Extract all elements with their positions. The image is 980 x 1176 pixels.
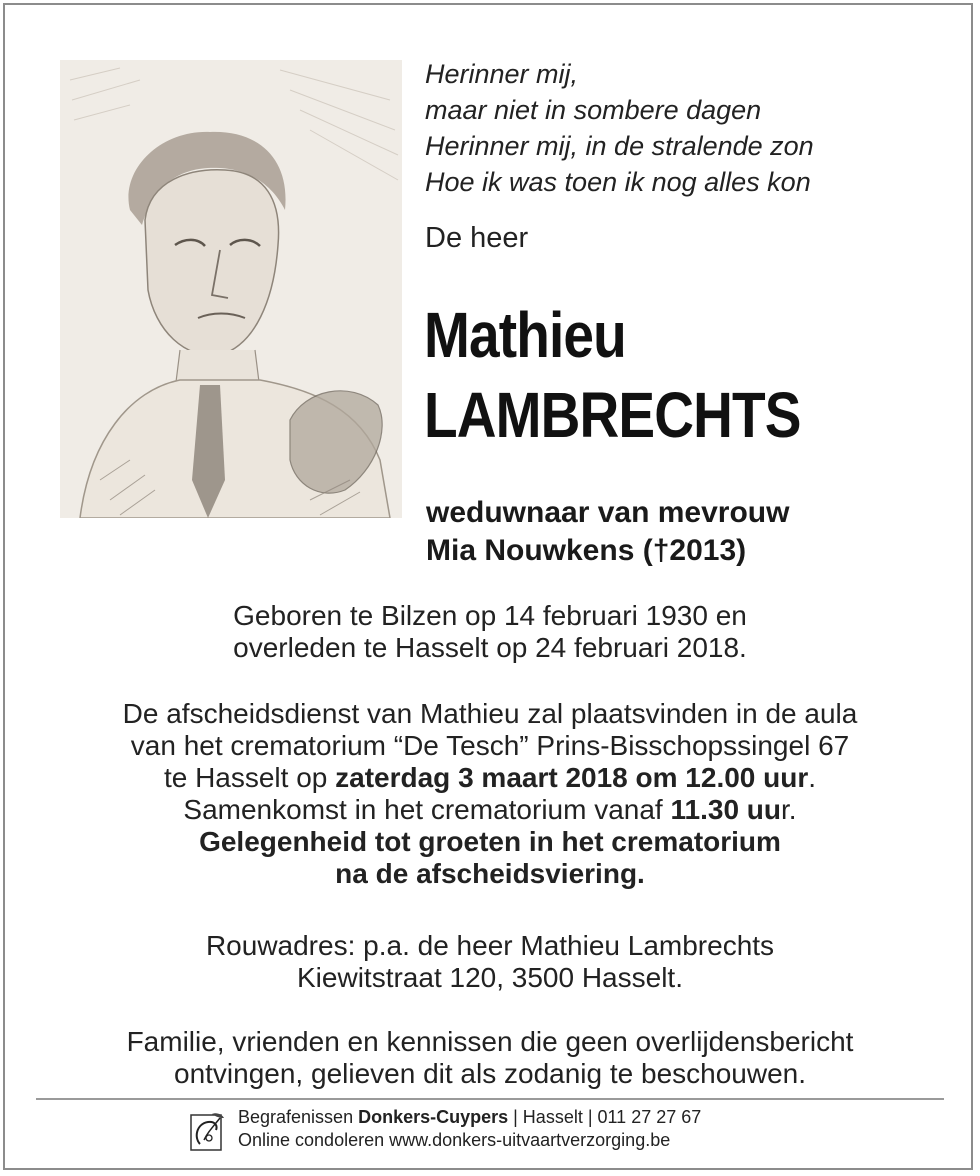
death-line: overleden te Hasselt op 24 februari 2018. (233, 632, 747, 663)
footer-text (238, 1106, 701, 1152)
spouse-line: weduwnaar van mevrouw (426, 496, 790, 529)
address-line: Kiewitstraat 120, 3500 Hasselt. (297, 962, 683, 993)
footer-contact: | Hasselt | 011 27 27 67 (508, 1107, 702, 1127)
poem-line: Hoe ik was toen ik nog alles kon (425, 167, 811, 197)
spouse-info (426, 494, 789, 570)
company-name: Donkers-Cuypers (358, 1107, 509, 1127)
poem-line: Herinner mij, in de stralende zon (425, 131, 814, 161)
deceased-last-name: LAMBRECHTS (424, 379, 801, 451)
gathering-text: Samenkomst in het crematorium vanaf (183, 794, 671, 825)
footer-divider (36, 1098, 944, 1100)
service-line: De afscheidsdienst van Mathieu zal plaatsvinden in de aula (122, 698, 858, 729)
family-line: Familie, vrienden en kennissen die geen overlijdensbericht (126, 1026, 854, 1057)
service-line: van het crematorium “De Tesch” Prins-Bisschopssingel 67 (130, 730, 850, 761)
portrait-sketch (60, 60, 402, 518)
service-text: . (808, 762, 817, 793)
gathering-text: r. (781, 794, 797, 825)
spouse-name: Mia Nouwkens (†2013) (426, 534, 747, 567)
poem-line: maar niet in sombere dagen (425, 95, 762, 125)
condolence-line: na de afscheidsviering. (335, 858, 645, 889)
family-line: ontvingen, gelieven dit als zodanig te beschouwen. (174, 1058, 806, 1089)
family-notice (40, 1026, 940, 1090)
footer (190, 1106, 870, 1158)
funeral-home-line (238, 1106, 701, 1129)
birth-line: Geboren te Bilzen op 14 februari 1930 en (233, 600, 747, 631)
birth-death-info (40, 600, 940, 664)
gathering-line (40, 794, 940, 826)
mourning-address (40, 930, 940, 994)
poem-line: Herinner mij, (425, 59, 579, 89)
service-date-line (40, 762, 940, 794)
service-date: zaterdag 3 maart 2018 om 12.00 uur (335, 762, 809, 793)
condolence-line: Gelegenheid tot groeten in het crematorium (199, 826, 781, 857)
service-info (40, 698, 940, 890)
service-text: te Hasselt op (163, 762, 336, 793)
salutation: De heer (425, 222, 529, 254)
online-condolence-line: Online condoleren www.donkers-uitvaartverzorging.be (238, 1130, 671, 1150)
deceased-first-name: Mathieu (424, 299, 626, 371)
footer-prefix: Begrafenissen (238, 1107, 359, 1127)
gathering-time: 11.30 uu (670, 794, 782, 825)
funeral-home-logo-icon (190, 1110, 226, 1152)
address-line: Rouwadres: p.a. de heer Mathieu Lambrechts (205, 930, 775, 961)
poem (425, 56, 955, 200)
